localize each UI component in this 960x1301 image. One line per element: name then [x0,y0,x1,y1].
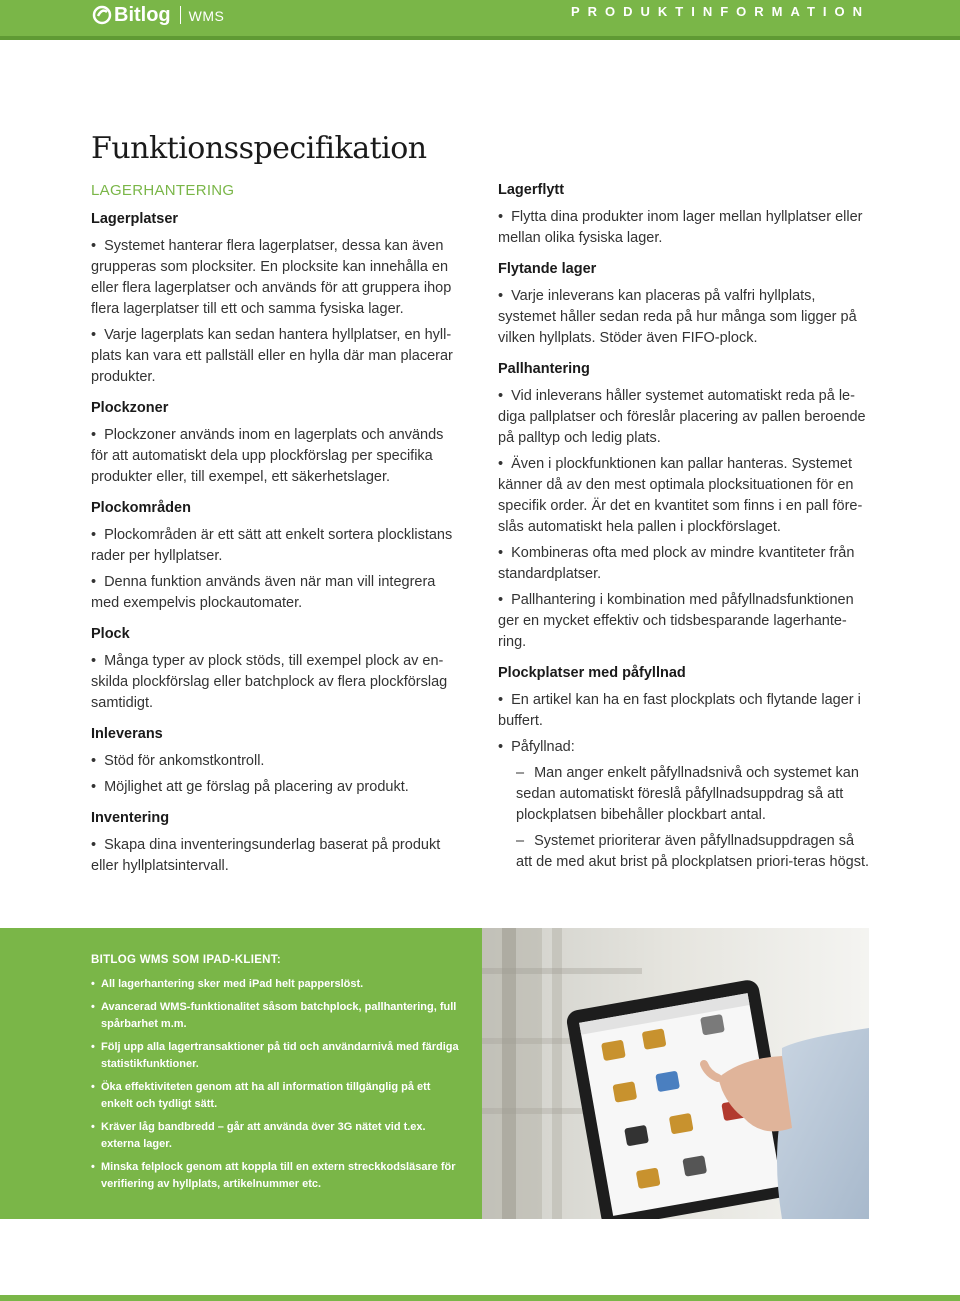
bullet-item [91,751,463,772]
bullet-text: Pallhantering i kombination med påfyllnadsfunktionen ger en mycket effektiv och tidsbesparande lagerhante-ring. [498,592,854,650]
section-heading: Flytande lager [498,261,597,277]
sub-item [516,831,870,873]
bullet-text: Skapa dina inventeringsunderlag baserat på produkt eller hyllplatsintervall. [91,837,441,874]
bullet-text: Systemet hanterar flera lagerplatser, dessa kan även grupperas som plocksiter. En plocksite kan innehålla en eller flera lagerplatser och används för att gruppera ihop flera lagerplatser till ett och samma fysiska lager. [91,238,452,317]
bullet-text: Plockområden är ett sätt att enkelt sortera plocklistans rader per hyllplatser. [91,527,453,564]
section-heading: Plockplatser med påfyllnad [498,665,686,681]
section-plockplatser-med-påfyllnad [498,663,870,873]
section-heading: Plockzoner [91,400,169,416]
bullet-text: Denna funktion används även när man vill integrera med exempelvis plockautomater. [91,574,436,611]
promo-item [91,1079,461,1113]
bullet-item [498,454,870,538]
promo-item-text: Följ upp alla lagertransaktioner på tid och användarnivå med färdiga statistikfunktioner. [101,1041,459,1070]
bullet-text: Varje inleverans kan placeras på valfri hyllplats, systemet håller sedan reda på hur många som ligger på vilken hyllplats. Stöder även FIFO-plock. [498,288,857,346]
bullet-item [498,386,870,449]
bullet-item [91,651,463,714]
bullet-item [91,835,463,877]
bullet-icon: • [498,388,504,404]
section-heading: Inleverans [91,726,163,742]
bullet-icon: • [91,527,97,543]
bullet-icon: • [498,288,504,304]
bullet-text: En artikel kan ha en fast plockplats och flytande lager i buffert. [498,692,861,729]
section-lagerplatser [91,209,463,388]
bullet-icon: • [91,653,97,669]
promo-item-text: Avancerad WMS-funktionalitet såsom batchplock, pallhantering, full spårbarhet m.m. [101,1001,457,1030]
section-heading: Inventering [91,810,170,826]
bullet-item [498,737,870,758]
promo-list [91,976,461,1199]
page-title: Funktionsspecifikation [91,131,427,166]
bullet-icon: • [91,1081,95,1093]
bullet-icon: • [91,327,97,343]
sub-item-text: Systemet prioriterar även påfyllnadsuppdragen så att de med akut brist på plockplatsen priori-teras högst. [516,833,870,870]
bullet-icon: • [91,978,95,990]
bullet-icon: • [498,209,504,225]
bullet-text: Vid inleverans håller systemet automatiskt reda på le-diga pallplatser och föreslår placering av pallen beroende på palltyp och ledig plats. [498,388,866,446]
bullet-text: Påfyllnad: [511,739,575,755]
bullet-icon: • [498,545,504,561]
sub-item-text: Man anger enkelt påfyllnadsnivå och systemet kan sedan automatiskt föreslå påfyllnadsuppdrag så att plockplatsen bibehåller plockbart antal. [516,765,859,823]
section-heading: Lagerflytt [498,182,565,198]
bullet-item [498,690,870,732]
dash-icon: – [516,833,525,849]
bullet-icon: • [91,837,97,853]
bullet-icon: • [91,1001,95,1013]
bullet-item [91,236,463,320]
bullet-item [498,543,870,585]
bullet-text: Möjlighet att ge förslag på placering av produkt. [104,779,409,795]
promo-item-text: Öka effektiviteten genom att ha all information tillgänglig på ett enkelt och tydligt sätt. [101,1081,431,1110]
product-name: WMS [188,8,225,24]
section-inleverans [91,724,463,798]
bullet-icon: • [498,739,504,755]
document-type: PRODUKTINFORMATION [570,4,870,19]
bullet-icon: • [91,1041,95,1053]
promo-item [91,1039,461,1073]
section-heading: Pallhantering [498,361,590,377]
ipad-warehouse-image [482,928,869,1219]
bullet-item [498,207,870,249]
promo-item-text: Minska felplock genom att koppla till en extern streckkodsläsare för verifiering av hyllplats, artikelnummer etc. [101,1161,456,1190]
bullet-icon: • [498,456,504,472]
bullet-text: Stöd för ankomstkontroll. [104,753,265,769]
ipad-client-panel [0,928,482,1219]
bullet-icon: • [91,427,97,443]
ipad-photo [482,928,869,1219]
promo-title: BITLOG WMS SOM IPAD-KLIENT: [91,954,281,966]
section-lagerflytt [498,180,870,249]
promo-item [91,1159,461,1193]
bullet-text: Varje lagerplats kan sedan hantera hyllplatser, en hyll-plats kan vara ett pallställ eller en hylla där man placerar produkter. [91,327,453,385]
dash-icon: – [516,765,525,781]
bullet-text: Kombineras ofta med plock av mindre kvantiteter från standardplatser. [498,545,855,582]
promo-item [91,1119,461,1153]
bullet-item [91,777,463,798]
bitlog-logo-icon [92,5,112,25]
bullet-icon: • [91,753,97,769]
bullet-text: Även i plockfunktionen kan pallar hanteras. Systemet känner då av den mest optimala plocksituationen för en specifik order. Är det en kvantitet som finns i en pall före-slås automatiskt hela pallen i plockförslaget. [498,456,863,535]
bullet-icon: • [91,1161,95,1173]
bullet-item [498,590,870,653]
bullet-icon: • [91,779,97,795]
section-plockzoner [91,398,463,488]
bullet-icon: • [91,574,97,590]
bullet-text: Plockzoner används inom en lagerplats och används för att automatiskt dela upp plockförslag per specifika produkter eller, till exempel, ett säkerhetslager. [91,427,444,485]
section-heading: Plockområden [91,500,191,516]
bullet-icon: • [498,592,504,608]
promo-item-text: All lagerhantering sker med iPad helt papperslöst. [101,978,364,990]
bullet-text: Många typer av plock stöds, till exempel plock av en-skilda plockförslag eller batchplock av flera plockförslag samtidigt. [91,653,448,711]
bullet-icon: • [91,1121,95,1133]
bitlog-logo [92,2,224,28]
promo-item [91,976,461,993]
logo-divider [180,6,181,24]
header-bar [0,0,960,40]
section-plockområden [91,498,463,614]
section-inventering [91,808,463,877]
bullet-icon: • [498,692,504,708]
section-label: LAGERHANTERING [91,182,235,199]
bullet-text: Flytta dina produkter inom lager mellan hyllplatser eller mellan olika fysiska lager. [498,209,863,246]
bullet-item [498,286,870,349]
section-heading: Lagerplatser [91,211,179,227]
sub-item [516,763,870,826]
bullet-icon: • [91,238,97,254]
left-column [91,180,463,887]
bullet-item [91,425,463,488]
section-flytande-lager [498,259,870,349]
bullet-item [91,325,463,388]
promo-item [91,999,461,1033]
footer-bar [0,1295,960,1301]
promo-item-text: Kräver låg bandbredd – går att använda över 3G nätet vid t.ex. externa lager. [101,1121,426,1150]
brand-name: Bitlog [114,3,171,26]
section-heading: Plock [91,626,130,642]
right-column [498,180,870,883]
section-plock [91,624,463,714]
bullet-item [91,572,463,614]
section-pallhantering [498,359,870,653]
bullet-item [91,525,463,567]
